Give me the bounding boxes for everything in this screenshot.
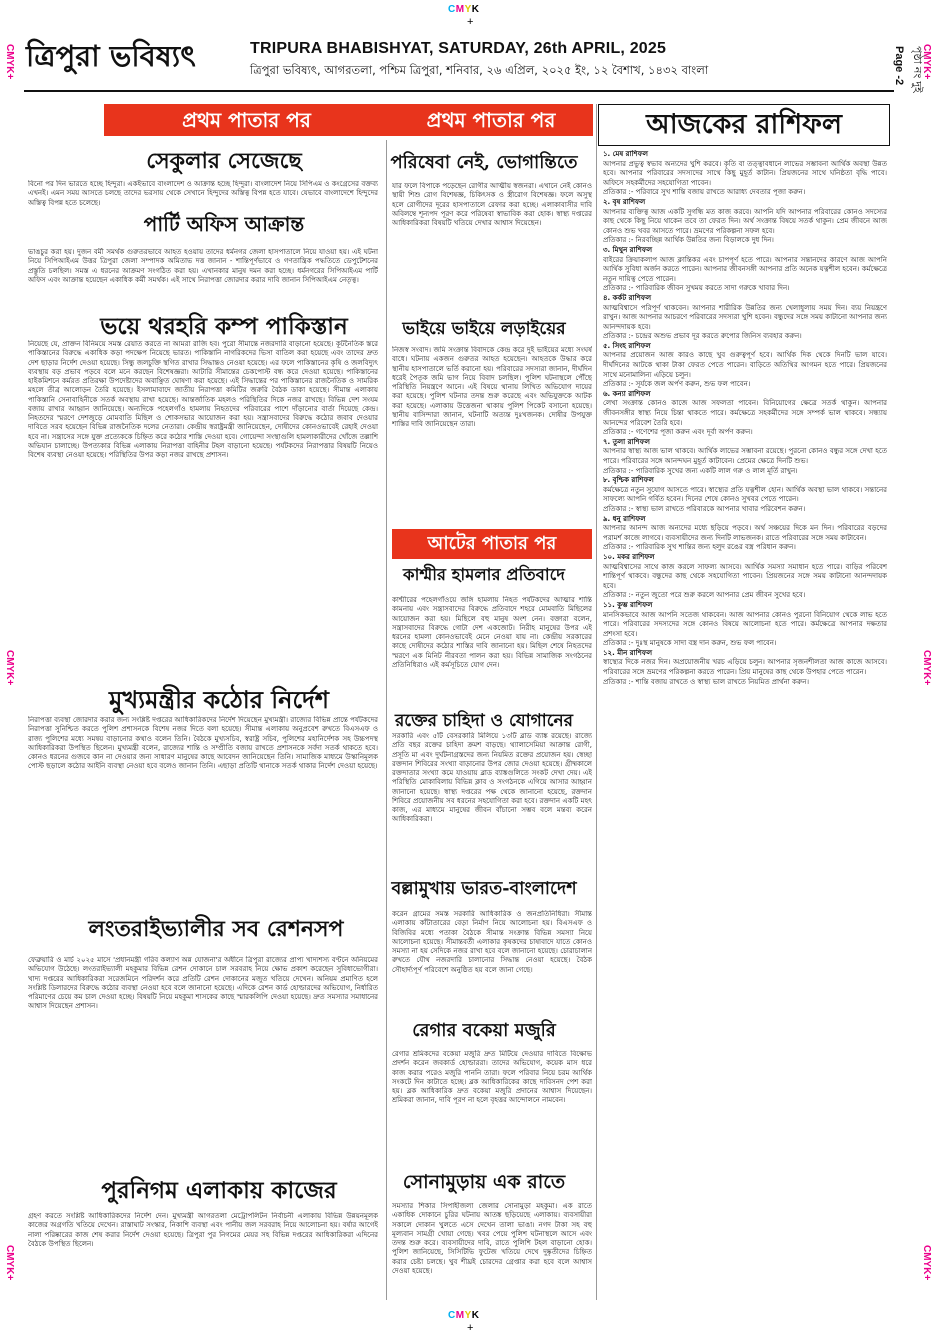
column-divider-right xyxy=(596,104,597,1300)
rashi-entry xyxy=(603,390,887,438)
rashifal-title: আজকের রাশিফল xyxy=(598,104,890,146)
rashifal-list xyxy=(603,150,887,1300)
rashi-entry xyxy=(603,198,887,246)
rashi-entry xyxy=(603,246,887,294)
headline-secular: সেকুলার সেজেছে xyxy=(146,148,302,174)
cmyk-mark-bottom: CMYK xyxy=(448,1310,480,1321)
rashi-sign-name: ১. মেষ রাশিফল xyxy=(603,150,649,158)
rashi-sign-text: মানসিকভাবে আজ আপনি সতেজ থাকবেন। আজ আপনার কোনও পুরনো বিনিয়োগ থেকে লাভ হতে পারে। পরিবারের সদস্যদের সঙ্গে কোনও বিষয়ে আলোচনা হতে পারে। কর্মক্ষেত্রে আপনার দক্ষতার প্রশংসা হবে। xyxy=(603,610,887,638)
rashi-sign-text: লেখা সংক্রান্ত কোনও কাজে আজ সফলতা পাবেন। বিনিয়োগের ক্ষেত্রে সতর্ক থাকুন। আপনার জীবনসঙ্গীর স্বাস্থ্য নিয়ে চিন্তা থাকতে পারে। কর্মক্ষেত্রে সহকর্মীদের সঙ্গে সম্পর্ক ভাল থাকবে। সন্ধ্যায় আনন্দের পরিবেশ তৈরি হবে। xyxy=(603,399,887,427)
rashi-sign-text: আপনার প্রয়োজন আজ কারও কাছে খুব গুরুত্বপূর্ণ হবে। আর্থিক দিক থেকে দিনটি ভাল যাবে। দীর্ঘদিনের আটকে থাকা টাকা ফেরত পেতে পারেন। বাড়িতে অতিথির আগমন হতে পারে। প্রিয়জনের সাথে মনোমালিন্য এড়িয়ে চলুন। xyxy=(603,351,887,379)
rashi-sign-name: ৭. তুলা রাশিফল xyxy=(603,437,650,446)
masthead-rule xyxy=(24,90,894,92)
article-cm-instruction-text: নিরাপত্তা ব্যবস্থা জোরদার করার জন্য সংশ্লিষ্ট দপ্তরের আধিকারিকদের নির্দেশ দিয়েছেন মুখ্যমন্ত্রী। রাজ্যের বিভিন্ন প্রান্তে পর্যটকদের নিরাপত্তা সুনিশ্চিত করতে পুলিশ প্রশাসনকে বিশেষ নজর দিতে বলা হয়েছে। সীমান্ত এলাকায় অনুপ্রবেশ রুখতে বিএসএফ ও রাজ্য পুলিশের মধ্যে সমন্বয় বাড়ানোর কথাও বলেন তিনি। বৈঠকে মুখ্যসচিব, স্বরাষ্ট্র সচিব, পুলিশের মহানির্দেশক সহ উচ্চপদস্থ আধিকারিকরা উপস্থিত ছিলেন। মুখ্যমন্ত্রী বলেন, রাজ্যের শান্তি ও সম্প্রীতি বজায় রাখতে প্রশাসনকে সর্বদা সতর্ক থাকতে হবে। কোনও ধরনের গুজবে কান না দেওয়ার জন্য সাধারণ মানুষের কাছে আবেদন জানিয়েছেন তিনি। সামাজিক মাধ্যমে উস্কানিমূলক পোস্ট ছড়ালে কঠোর আইনি ব্যবস্থা নেওয়া হবে বলেও জানান তিনি। এছাড়া প্রতিটি থানাকে সতর্ক থাকার নির্দেশ দেওয়া হয়েছে। xyxy=(28,716,378,771)
headline-rega-wages: রেগার বকেয়া মজুরি xyxy=(412,1020,556,1041)
headline-ballamukh-border: বল্লামুখায় ভারত-বাংলাদেশ xyxy=(391,879,577,899)
side-cmyk-mark-left-mid: CMYK+ xyxy=(4,650,15,686)
rashi-entry xyxy=(603,476,887,514)
rashi-sign-text: আপনার ব্যক্তিত্ব আজ একটি সুগন্ধি মত কাজ করবে। আপনি যদি আপনার পরিবারের কোনও সদস্যের কাছ থেকে কিছু নিয়ে থাকেন তবে তা ফেরত দিন। অর্থ সংক্রান্ত বিষয়ে সতর্ক থাকুন। প্রেম জীবনে আজ কোনও শুভ খবর আসতে পারে। ভ্রমণের পরিকল্পনা সফল হবে। xyxy=(603,207,887,235)
page-number: Page -2 xyxy=(893,46,905,86)
article-service-text: যার ফলে বিপাকে পড়েছেন রোগীর আত্মীয় স্বজনরা। এখানে নেই কোনও স্থায়ী শিশু রোগ বিশেষজ্ঞ, চিকিৎসক ও স্ত্রীরোগ বিশেষজ্ঞ। ফলে অসুস্থ হলে রোগীদের দূরের হাসপাতালে রেফার করা হচ্ছে। এলাকাবাসীর দাবি অবিলম্বে শূন্যপদ পূরণ করে পরিষেবা স্বাভাবিক করা হোক। স্বাস্থ্য দপ্তরের আধিকারিকরা বিষয়টি খতিয়ে দেখার আশ্বাস দিয়েছেন। xyxy=(392,182,592,227)
rashi-entry xyxy=(603,515,887,553)
rashi-sign-remedy: প্রতিকার :- নিরবচ্ছিন্ন আর্থিক উন্নতির জন্য বিড়ালকে দুধ দিন। xyxy=(603,236,774,245)
headline-pakistan: ভয়ে থরহরি কম্প পাকিস্তান xyxy=(100,313,348,340)
section-bar-page-eight: আটের পাতার পর xyxy=(392,529,592,559)
article-border-text: করেন গ্রামের সমস্ত সরকারি আধিকারিক ও জনপ্রতিনিধিরা। সীমান্ত এলাকায় কাঁটাতারের বেড়া নির্মাণ নিয়ে আলোচনা হয়। বিএসএফ ও বিজিবির মধ্যে পতাকা বৈঠকে সীমান্ত সংক্রান্ত বিভিন্ন সমস্যা নিয়ে আলোচনা হয়েছে। সীমান্তবর্তী এলাকার কৃষকদের চাষাবাদে যাতে কোনও সমস্যা না হয় সেদিকে নজর রাখা হবে বলে জানানো হয়েছে। চোরাচালান রুখতে যৌথ নজরদারি চালানোর সিদ্ধান্ত নেওয়া হয়েছে। বৈঠক সৌহার্দ্যপূর্ণ পরিবেশে অনুষ্ঠিত হয় বলে জানা গেছে। xyxy=(392,910,592,974)
rashi-entry xyxy=(603,553,887,601)
article-party-office-text: ভাঙচুর করা হয়। দুজন বর্মী সমর্থক গুরুতরভাবে আহত হওয়ায় তাদের ধর্মনগর জেলা হাসপাতালে নিয়ে যাওয়া হয়। এই ঘটনা নিয়ে সিপিআইএম উত্তর ত্রিপুরা জেলা সম্পাদক অমিতাভ দত্ত জানান - শান্তিপূর্ণভাবে ও গণতান্ত্রিক পদ্ধতিতে ডেপুটেশনের প্রস্তুতি চলছিল। সমস্ত এ ধরনের আক্রমণ সংগঠিত করা হয়। এখানকার মানুষ দমন করা হচ্ছে। ধর্মনগরের সিপিআইএম পার্টি অফিস এবং আক্রান্ত হয়েছেন একাধিক কর্মী সমর্থক। এই সাথে নিরাপত্তা জোরদার করার দাবি জানান সিপিআইএম নেতৃত্ব। xyxy=(28,248,378,284)
rashi-sign-name: ১১. কুম্ভ রাশিফল xyxy=(603,600,653,609)
rashi-sign-name: ৪. কর্কট রাশিফল xyxy=(603,293,652,302)
article-sonamura-text: সমস্যার শিকার সিপাহীজলা জেলার সোনামুড়া মহকুমা। এক রাতে একাধিক দোকানে চুরির ঘটনায় আতঙ্ক ছড়িয়েছে এলাকায়। ব্যবসায়ীরা সকালে দোকান খুলতে এসে দেখেন তালা ভাঙা। নগদ টাকা সহ বহু মূল্যবান সামগ্রী খোয়া গেছে। খবর পেয়ে পুলিশ ঘটনাস্থলে আসে এবং তদন্ত শুরু করে। ব্যবসায়ীদের দাবি, রাতে পুলিশি টহল বাড়ানো হোক। পুলিশ জানিয়েছে, সিসিটিভি ফুটেজ খতিয়ে দেখে দুষ্কৃতীদের চিহ্নিত করার চেষ্টা চলছে। খুব শীঘ্রই চোরদের গ্রেপ্তার করা হবে বলে আশ্বাস দেওয়া হয়েছে। xyxy=(392,1202,592,1275)
rashi-sign-name: ৮. বৃশ্চিক রাশিফল xyxy=(603,476,654,485)
rashi-sign-remedy: প্রতিকার :- পরিবারে সুখ শান্তি বজায় রাখতে আরাধ্য দেবতার পূজা করুন। xyxy=(603,188,806,197)
rashi-sign-text: আত্মবিশ্বাসে পরিপূর্ণ থাকবেন। আপনার শারীরিক উন্নতির জন্য খেলাধুলায় সময় দিন। ব্যয় নিয়ন্ত্রণে রাখুন। আজ আপনার আচরণে পরিবারের সদস্যরা খুশি হবেন। বন্ধুদের সঙ্গে সময় কাটানো আপনার জন্য আনন্দদায়ক হবে। xyxy=(603,303,887,331)
rashi-sign-remedy: প্রতিকার :- নতুন জুতো পরে শুরু করলে আপনার প্রেম জীবন সুখের হবে। xyxy=(603,591,806,600)
headline-cm-instruction: মুখ্যমন্ত্রীর কঠোর নির্দেশ xyxy=(109,685,329,714)
side-cmyk-mark-left-top: CMYK+ xyxy=(4,44,15,80)
masthead-date-line: ত্রিপুরা ভবিষ্যৎ, আগরতলা, পশ্চিম ত্রিপুরা, শনিবার, ২৬ এপ্রিল, ২০২৫ ইং, ১২ বৈশাখ, ১৪৩২ বাংলা xyxy=(250,63,709,77)
article-ration-shop-text: ফেব্রুয়ারি ও মার্চ ২০২৫ মাসে 'প্রধানমন্ত্রী গরিব কল্যাণ অন্ন যোজনা'র অধীনে ত্রিপুরা রাজ্যের প্রাপ্য খাদ্যশস্য বণ্টনে অনিয়মের অভিযোগ উঠেছে। লংতরাইভ্যালী মহকুমার বিভিন্ন রেশন দোকানে চাল সরবরাহ নিয়ে ক্ষোভ প্রকাশ করেছেন সুবিধাভোগীরা। খাদ্য দপ্তরের আধিকারিকরা সরেজমিনে পরিদর্শন করে প্রতিটি রেশন দোকানের মজুত খতিয়ে দেখেন। অনিয়ম প্রমাণিত হলে সংশ্লিষ্ট ডিলারদের বিরুদ্ধে কঠোর ব্যবস্থা নেওয়া হবে বলে জানানো হয়েছে। এদিকে রেশন কার্ড হোল্ডারদের অভিযোগ, নির্ধারিত পরিমাণের চেয়ে কম চাল দেওয়া হচ্ছে। বিষয়টি নিয়ে মহকুমা শাসকের কাছে স্মারকলিপি দেওয়া হয়েছে। দ্রুত সমস্যার সমাধানের আশ্বাস দিয়েছেন প্রশাসন। xyxy=(28,956,378,1011)
rashi-sign-text: স্বাস্থ্যের দিকে নজর দিন। অপ্রয়োজনীয় খরচ এড়িয়ে চলুন। আপনার সৃজনশীলতা আজ কাজে আসবে। পরিবারের সঙ্গে ভ্রমণের পরিকল্পনা করতে পারেন। প্রিয় মানুষের কাছ থেকে উপহার পেতে পারেন। xyxy=(603,658,887,677)
rashi-sign-name: ১০. মকর রাশিফল xyxy=(603,552,655,561)
section-bar-left: প্রথম পাতার পর xyxy=(104,104,389,136)
rashi-sign-text: আপনার প্রভুত্ব স্বভাব অন্যদের খুশি করবে। কৃতি বা তত্ত্বাবধানে লাভের সম্ভাবনা আর্থিক অবস্থা উন্নত হবে। আপনার পরিবারের সদস্যদের সাথে কিছু মুহূর্ত কাটান। প্রিয়জনের সাথে ঘনিষ্ঠতা বৃদ্ধি পাবে। অফিসে সহকর্মীদের সহযোগিতা পাবেন। xyxy=(603,159,887,187)
column-divider-left xyxy=(386,140,387,1300)
registration-plus-bottom: + xyxy=(467,1322,474,1334)
rashi-entry xyxy=(603,438,887,476)
rashi-sign-remedy: প্রতিকার :- পারিবারিক জীবন সুখময় করতে সাদা গরুকে খাবার দিন। xyxy=(603,284,790,293)
headline-service-absent: পরিষেবা নেই, ভোগান্তিতে xyxy=(390,152,578,173)
rashi-entry xyxy=(603,342,887,390)
rashi-sign-name: ২. বৃষ রাশিফল xyxy=(603,197,646,206)
rashi-sign-text: আপনার আনন্দ আজ অন্যদের মধ্যে ছড়িয়ে পড়বে। অর্থ সঞ্চয়ের দিকে মন দিন। পরিবারের বড়দের পরামর্শ কাজে লাগবে। ব্যবসায়ীদের জন্য দিনটি লাভজনক। রাতে পরিবারের সঙ্গে সময় কাটাবেন। xyxy=(603,524,887,542)
headline-municipal-work: পুরনিগম এলাকায় কাজের xyxy=(101,1177,337,1204)
headline-kashmir-protest: কাশ্মীর হামলার প্রতিবাদে xyxy=(403,565,565,584)
rashi-entry xyxy=(603,601,887,649)
headline-brothers-fight: ভাইয়ে ভাইয়ে লড়াইয়ের xyxy=(402,319,566,339)
headline-ration-shop: লংতরাইভ্যালীর সব রেশনসপ xyxy=(88,916,344,942)
masthead-title: ত্রিপুরা ভবিষ্যৎ xyxy=(26,39,196,73)
rashi-entry xyxy=(603,649,887,687)
article-secular-text: বিনো পর দিন ভারতে হচ্ছে হিন্দুরা। একইভাবে বাংলাদেশ ও আক্রান্ত হচ্ছে হিন্দুরা। বাংলাদেশ নিয়ে সিপিএম ও কংগ্রেসের বক্তব্য এখনই। এমন সময় আসতে চলছে তাদের ভরসায় থেকে সেখানে হিন্দুদের অস্তিত্ব বিপন্ন হতে যাবে। যেভাবে বাংলাদেশে হিন্দুদের অস্তিত্ব বিপন্ন হতে চলেছে। xyxy=(28,180,378,207)
rashi-sign-remedy: প্রতিকার :- পারিবারিক সুখের জন্য একটি লাল গরু ও লাল মূর্তি রাখুন। xyxy=(603,466,798,475)
headline-blood-demand: রক্তের চাহিদা ও যোগানের xyxy=(394,711,574,731)
side-cmyk-mark-left-bottom: CMYK+ xyxy=(4,1245,15,1281)
side-cmyk-mark-right-mid: CMYK+ xyxy=(921,650,932,686)
rashi-sign-remedy: প্রতিকার :- পারিবারিক সুখ শান্তির জন্য হলুদ রঙের বস্ত্র পরিধান করুন। xyxy=(603,543,796,552)
rashi-sign-text: বাইরের ক্রিয়াকলাপ আজ ক্লান্তিকর এবং চাপপূর্ণ হতে পারে। আপনার সন্তানদের কারণে আজ আপনি আর্থিক সুবিধা অর্জন করতে পারেন। আপনার জীবনসঙ্গী আপনার প্রতি অনেক যত্নশীল হবেন। কর্মক্ষেত্রে নতুন দায়িত্ব পেতে পারেন। xyxy=(603,255,887,283)
headline-sonamura-night: সোনামুড়ায় এক রাতে xyxy=(402,1171,566,1193)
rashi-entry xyxy=(603,294,887,342)
page-number-bn: পৃষ্ঠা নং দুই xyxy=(911,46,923,93)
article-kashmir-text: কাশ্মীরের পহেলগাঁওয়ে জঙ্গি হামলায় নিহত পর্যটকদের আত্মার শান্তি কামনায় এবং সন্ত্রাসবাদের বিরুদ্ধে প্রতিবাদে শহরে মোমবাতি মিছিলের আয়োজন করা হয়। মিছিলে বহু মানুষ অংশ নেন। বক্তারা বলেন, সন্ত্রাসবাদের বিরুদ্ধে গোটা দেশ একজোট। নিরীহ মানুষের উপর এই ধরনের হামলা কোনওভাবেই মেনে নেওয়া যায় না। কেন্দ্রীয় সরকারের কাছে দোষীদের কঠোর শাস্তির দাবি জানানো হয়। মিছিল শেষে নিহতদের স্মরণে এক মিনিট নীরবতা পালন করা হয়। বিভিন্ন সামাজিক সংগঠনের প্রতিনিধিরাও এই কর্মসূচিতে যোগ দেন। xyxy=(392,596,592,669)
rashi-sign-name: ৩. মিথুন রাশিফল xyxy=(603,245,653,254)
rashi-sign-text: কর্মক্ষেত্রে নতুন সুযোগ আসতে পারে। স্বাস্থ্যের প্রতি যত্নশীল হোন। আর্থিক অবস্থা ভাল থাকবে। সন্তানের সাফল্যে আপনি গর্বিত হবেন। দিনের শেষে কোনও সুখবর পেতে পারেন। xyxy=(603,485,887,504)
registration-plus-top: + xyxy=(467,16,474,28)
rashi-sign-name: ৫. সিংহ রাশিফল xyxy=(603,341,651,350)
rashi-sign-remedy: প্রতিকার :- সূর্যকে জল অর্পণ করুন, শুভ ফল পাবেন। xyxy=(603,380,751,389)
rashi-sign-remedy: প্রতিকার :- গণেশের পূজা করুন এবং দূর্বা অর্পণ করুন। xyxy=(603,428,753,437)
cmyk-mark-top: CMYK xyxy=(448,4,480,15)
side-cmyk-mark-right-top: CMYK+ xyxy=(921,44,932,80)
side-cmyk-mark-right-bottom: CMYK+ xyxy=(921,1245,932,1281)
article-pakistan-text: নিয়েছে যে, প্রাক্তন বিনিময়ে সমস্ত রেয়াত করতে না আমরা রাজি হব। পুরো সীমান্তে নজরদারি বাড়ানো হয়েছে। কূটনৈতিক স্তরে পাকিস্তানের বিরুদ্ধে একাধিক কড়া পদক্ষেপ নিয়েছে ভারত। পাকিস্তানি নাগরিকদের ভিসা বাতিল করা হয়েছে এবং তাদের দ্রুত দেশ ছাড়ার নির্দেশ দেওয়া হয়েছে। সিন্ধু জলচুক্তি স্থগিত রাখার সিদ্ধান্তও নেওয়া হয়েছে। এর ফলে পাকিস্তানের কৃষি ও জলবিদ্যুৎ ব্যবস্থায় বড় প্রভাব পড়বে বলে মনে করছেন বিশেষজ্ঞরা। আটারি সীমান্তের চেকপোস্ট বন্ধ করে দেওয়া হয়েছে। পাকিস্তানের হাইকমিশনে কর্মরত প্রতিরক্ষা উপদেষ্টাদের অবাঞ্ছিত ঘোষণা করা হয়েছে। এই সিদ্ধান্তের পর পাকিস্তানের রাজনৈতিক ও সামরিক মহলে তীব্র আলোড়ন তৈরি হয়েছে। ইসলামাবাদে জাতীয় নিরাপত্তা কমিটির জরুরি বৈঠক ডাকা হয়েছে। সীমান্ত এলাকায় পাকিস্তানি সেনাবাহিনীকে সতর্ক অবস্থায় রাখা হয়েছে। আন্তর্জাতিক মহলও পরিস্থিতির দিকে নজর রাখছে। বিভিন্ন দেশ সংযম বজায় রাখার আহ্বান জানিয়েছে। অন্যদিকে পহেলগাঁও হামলায় নিহতদের পরিবারের পাশে দাঁড়ানোর বার্তা দিয়েছে কেন্দ্র। নিহতদের স্মরণে দেশজুড়ে মোমবাতি মিছিল ও শোকসভার আয়োজন করা হয়। সন্ত্রাসবাদের বিরুদ্ধে কঠোর জবাব দেওয়ার দাবিতে সরব হয়েছেন বিভিন্ন রাজনৈতিক দলের নেতারা। কেন্দ্রীয় স্বরাষ্ট্রমন্ত্রী জানিয়েছেন, দোষীদের কোনওভাবেই রেহাই দেওয়া হবে না। সন্ত্রাসের সঙ্গে যুক্ত প্রত্যেককে চিহ্নিত করে কঠোর শাস্তি দেওয়া হবে। গোয়েন্দা সংস্থাগুলি হামলাকারীদের খোঁজে তল্লাশি অভিযান চালাচ্ছে। উপত্যকার বিভিন্ন এলাকায় নিরাপত্তা বাহিনীর টহল বাড়ানো হয়েছে। পর্যটকদের নিরাপত্তার বিষয়টি নিয়েও বিশেষ ব্যবস্থা নেওয়া হয়েছে। পরিস্থিতির উপর কড়া নজর রাখছে প্রশাসন। xyxy=(28,340,378,459)
rashi-sign-text: আত্মবিশ্বাসের সাথে কাজ করলে সাফল্য আসবে। আর্থিক সমস্যা সমাধান হতে পারে। বাড়ির পরিবেশ শান্তিপূর্ণ থাকবে। বন্ধুদের কাছ থেকে সহযোগিতা পাবেন। প্রিয়জনের সঙ্গে সময় কাটানো আনন্দদায়ক হবে। xyxy=(603,562,887,590)
article-blood-text: সরকারি এবং ৫টি বেসরকারি মিলিয়ে ১৩টি ব্লাড ব্যাঙ্ক রয়েছে। রাজ্যে প্রতি বছর রক্তের চাহিদা ক্রমশ বাড়ছে। থ্যালাসেমিয়া আক্রান্ত রোগী, প্রসূতি মা এবং দুর্ঘটনাগ্রস্তদের জন্য নিয়মিত রক্তের প্রয়োজন হয়। স্বেচ্ছা রক্তদান শিবিরের সংখ্যা বাড়ানোর উপর জোর দেওয়া হয়েছে। গ্রীষ্মকালে রক্তদাতার সংখ্যা কমে যাওয়ায় ব্লাড ব্যাঙ্কগুলিতে সংকট দেখা দেয়। এই পরিস্থিতি মোকাবিলায় বিভিন্ন ক্লাব ও সংগঠনকে এগিয়ে আসার আহ্বান জানানো হয়েছে। স্বাস্থ্য দপ্তরের পক্ষ থেকে জানানো হয়েছে, রক্তদান শিবিরে প্রয়োজনীয় সব ধরনের সহযোগিতা করা হবে। রক্তদান একটি মহৎ কাজ, এর মাধ্যমে মানুষের জীবন বাঁচানো সম্ভব বলে মন্তব্য করেন আধিকারিকরা। xyxy=(392,732,592,824)
rashi-entry xyxy=(603,150,887,198)
headline-party-office: পার্টি অফিস আক্রান্ত xyxy=(143,212,305,236)
article-municipal-work-text: গ্রহণ করতে সংশ্লিষ্ট আধিকারিকদের নির্দেশ দেন। মুখ্যমন্ত্রী আগরতলা মেট্রোপলিটন নির্বাচনী এলাকায় বিভিন্ন উন্নয়নমূলক কাজের অগ্রগতি খতিয়ে দেখেন। রাস্তাঘাট সংস্কার, নিকাশি ব্যবস্থা এবং পানীয় জল সরবরাহ নিয়ে আলোচনা হয়। বর্ষার আগেই নালা পরিষ্কারের কাজ শেষ করার নির্দেশ দেওয়া হয়েছে। ত্রিপুরা পুর নিগমের মেয়র সহ বিভিন্ন দপ্তরের আধিকারিকরা এদিনের বৈঠকে উপস্থিত ছিলেন। xyxy=(28,1212,378,1248)
rashi-sign-name: ১২. মীন রাশিফল xyxy=(603,648,653,657)
rashi-sign-remedy: প্রতিকার :- স্বাস্থ্য ভাল রাখতে পরিবারকে আপনার খাবার পরিবেশন করুন। xyxy=(603,504,806,513)
section-bar-middle: প্রথম পাতার পর xyxy=(389,104,593,136)
article-rega-text: রেগার শ্রমিকদের বকেয়া মজুরি দ্রুত মিটিয়ে দেওয়ার দাবিতে বিক্ষোভ প্রদর্শন করেন জবকার্ড হোল্ডাররা। তাদের অভিযোগ, কয়েক মাস ধরে কাজ করার পরেও মজুরি পাননি তারা। ফলে পরিবার নিয়ে চরম আর্থিক সংকটে দিন কাটাতে হচ্ছে। ব্লক আধিকারিকের কাছে দাবিসনদ পেশ করা হয়। ব্লক আধিকারিক দ্রুত বকেয়া মজুরি প্রদানের আশ্বাস দিয়েছেন। শ্রমিকরা জানান, দাবি পূরণ না হলে বৃহত্তর আন্দোলনে নামবেন। xyxy=(392,1050,592,1105)
rashi-sign-remedy: প্রতিকার :- দুঃস্থ মানুষকে সাদা বস্ত্র দান করুন, শুভ ফল পাবেন। xyxy=(603,639,777,648)
rashi-sign-name: ৬. কন্যা রাশিফল xyxy=(603,389,651,398)
masthead-english-line: TRIPURA BHABISHYAT, SATURDAY, 26th APRIL, 2025 xyxy=(250,40,667,57)
rashi-sign-text: আপনার স্বাস্থ্য আজ ভাল থাকবে। আর্থিক লাভের সম্ভাবনা রয়েছে। পুরনো কোনও বন্ধুর সঙ্গে দেখা হতে পারে। পরিবারের সঙ্গে আনন্দঘন মুহূর্ত কাটাবেন। প্রেমের ক্ষেত্রে দিনটি শুভ। xyxy=(603,447,887,465)
article-brothers-text: নিজস্ব সংবাদ। জমি সংক্রান্ত বিবাদকে কেন্দ্র করে দুই ভাইয়ের মধ্যে সংঘর্ষ বাধে। ঘটনায় একজন গুরুতর আহত হয়েছেন। আহতকে উদ্ধার করে স্থানীয় হাসপাতালে ভর্তি করানো হয়। পরিবারের সদস্যরা জানান, দীর্ঘদিন ধরেই পৈতৃক জমি ভাগ নিয়ে বিবাদ চলছিল। পুলিশ ঘটনাস্থলে পৌঁছে পরিস্থিতি নিয়ন্ত্রণে আনে। এই বিষয়ে থানায় লিখিত অভিযোগ দায়ের করা হয়েছে। পুলিশ ঘটনার তদন্ত শুরু করেছে এবং অভিযুক্তকে আটক করা হয়েছে। এলাকায় উত্তেজনা থাকায় পুলিশ পিকেট বসানো হয়েছে। স্থানীয় বাসিন্দারা জানান, ঘটনাটি অত্যন্ত দুঃখজনক। দোষীর উপযুক্ত শাস্তির দাবি জানিয়েছেন তারা। xyxy=(392,346,592,428)
rashi-sign-remedy: প্রতিকার :- শান্তি বজায় রাখতে ও স্বাস্থ্য ভাল রাখতে নিয়মিত প্রার্থনা করুন। xyxy=(603,677,809,686)
rashi-sign-name: ৯. ধনু রাশিফল xyxy=(603,514,646,523)
rashi-sign-remedy: প্রতিকার :- চন্দ্রের অশুভ প্রভাব দূর করতে রুপোর জিনিস ব্যবহার করুন। xyxy=(603,332,802,341)
